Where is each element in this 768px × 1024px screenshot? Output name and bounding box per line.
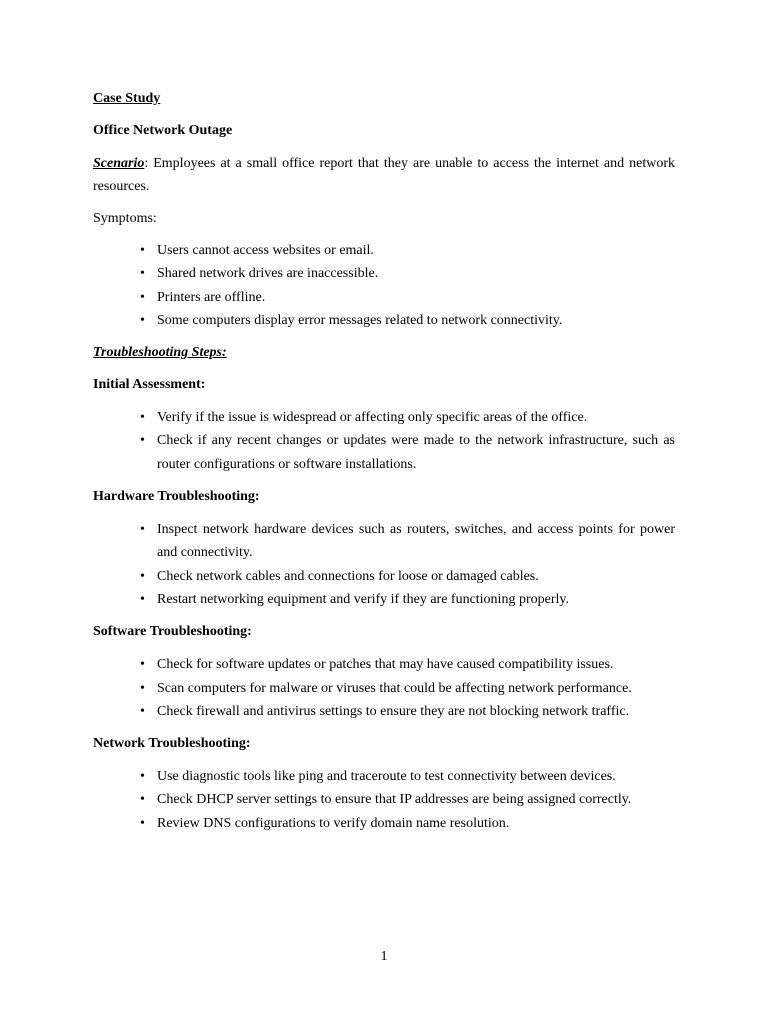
list-item: • Check network cables and connections for loose or damaged cables. (93, 565, 675, 588)
list-item: • Users cannot access websites or email. (93, 239, 675, 262)
bullet-icon: • (140, 680, 145, 696)
section-heading-network: Network Troubleshooting: (93, 736, 251, 752)
page-number: 1 (380, 949, 388, 964)
bullet-icon: • (140, 433, 145, 449)
list-item: • Some computers display error messages related to network connectivity. (93, 309, 675, 332)
list-item: • Check if any recent changes or updates were made to the network infrastructure, such as router configurations or software installations. (93, 429, 675, 476)
symptoms-list (93, 239, 675, 332)
bullet-icon: • (140, 769, 145, 785)
bullet-icon: • (140, 568, 145, 584)
bullet-icon: • (140, 243, 145, 258)
list-item: • Verify if the issue is widespread or affecting only specific areas of the office. (93, 406, 675, 429)
list-item: • Use diagnostic tools like ping and traceroute to test connectivity between devices. (93, 765, 675, 788)
section-heading-initial-assessment: Initial Assessment: (93, 377, 206, 393)
bullet-icon: • (140, 815, 145, 831)
list-item: • Inspect network hardware devices such as routers, switches, and access points for power and connectivity. (93, 518, 675, 565)
bullet-icon: • (140, 657, 145, 673)
bullet-icon: • (140, 703, 145, 719)
bullet-icon: • (140, 289, 145, 305)
initial-assessment-list (93, 406, 675, 476)
scenario-text: : Employees at a small office report that they are unable to access the internet and network resources. (93, 156, 675, 194)
scenario-label: Scenario (93, 156, 145, 171)
hardware-list (93, 518, 675, 611)
list-item: • Check for software updates or patches that may have caused compatibility issues. (93, 653, 675, 676)
software-list (93, 653, 675, 723)
list-item: • Restart networking equipment and verify if they are functioning properly. (93, 588, 675, 611)
document-title: Case Study (93, 91, 161, 106)
list-item: • Check DHCP server settings to ensure that IP addresses are being assigned correctly. (93, 788, 675, 811)
bullet-icon: • (140, 266, 145, 282)
symptoms-label: Symptoms: (93, 211, 157, 226)
network-list (93, 765, 675, 835)
list-item: • Shared network drives are inaccessible. (93, 262, 675, 285)
bullet-icon: • (140, 792, 145, 808)
list-item: • Scan computers for malware or viruses that could be affecting network performance. (93, 677, 675, 700)
document-body (93, 87, 675, 844)
bullet-icon: • (140, 522, 145, 538)
troubleshooting-heading: Troubleshooting Steps: (93, 345, 227, 361)
section-heading-software: Software Troubleshooting: (93, 624, 252, 640)
scenario-paragraph (93, 152, 675, 198)
bullet-icon: • (140, 312, 145, 328)
list-item: • Review DNS configurations to verify domain name resolution. (93, 812, 675, 835)
list-item: • Printers are offline. (93, 286, 675, 309)
list-item: • Check firewall and antivirus settings to ensure they are not blocking network traffic. (93, 700, 675, 723)
bullet-icon: • (140, 410, 145, 426)
document-subtitle: Office Network Outage (93, 123, 233, 138)
bullet-icon: • (140, 591, 145, 607)
section-heading-hardware: Hardware Troubleshooting: (93, 489, 260, 505)
